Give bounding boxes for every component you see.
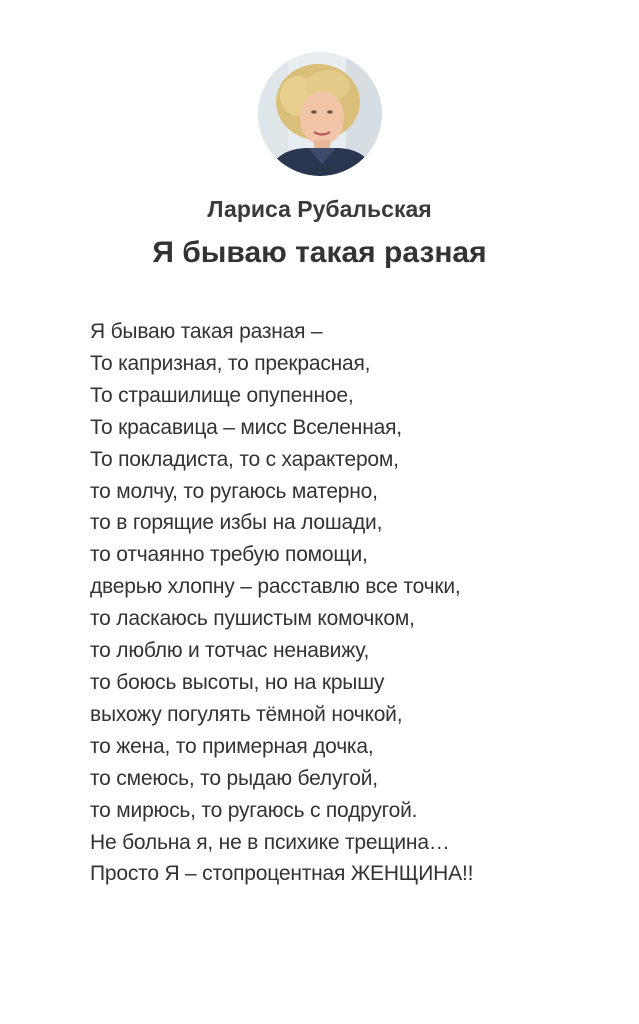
poem-line: то смеюсь, то рыдаю белугой, [90,766,378,790]
poem-line: Я бываю такая разная – [90,320,323,343]
poem-line: То покладиста, то с характером, [90,447,399,471]
poem-line: то в горящие избы на лошади, [90,511,383,535]
poem-line: то боюсь высоты, но на крышу [90,670,385,694]
poem-line: то отчаянно требую помощи, [90,543,368,567]
poem-line: дверью хлопну – расставлю все точки, [90,575,461,599]
author-avatar [258,52,382,176]
poem-line: выхожу погулять тёмной ночкой, [90,702,403,726]
poem-line: Просто Я – стопроцентная ЖЕНЩИНА!! [90,862,474,886]
poem-line: то ласкаюсь пушистым комочком, [90,607,415,631]
poem-line: То красавица – мисс Вселенная, [90,415,402,439]
poem-line: то мирюсь, то ругаюсь с подругой. [90,798,418,822]
poem-line: то жена, то примерная дочка, [90,734,374,758]
author-name: Лариса Рубальская [207,196,432,222]
poem-line: то молчу, то ругаюсь матерно, [90,479,378,503]
author-portrait-photo [258,52,382,176]
poem-title: Я бываю такая разная [152,236,487,269]
poem-text [90,316,630,890]
poem-line: То страшилище опупенное, [90,383,354,407]
poem-line: то люблю и тотчас ненавижу, [90,639,370,663]
poem-line: То капризная, то прекрасная, [90,351,371,375]
poem-line: Не больна я, не в психике трещина… [90,830,450,854]
